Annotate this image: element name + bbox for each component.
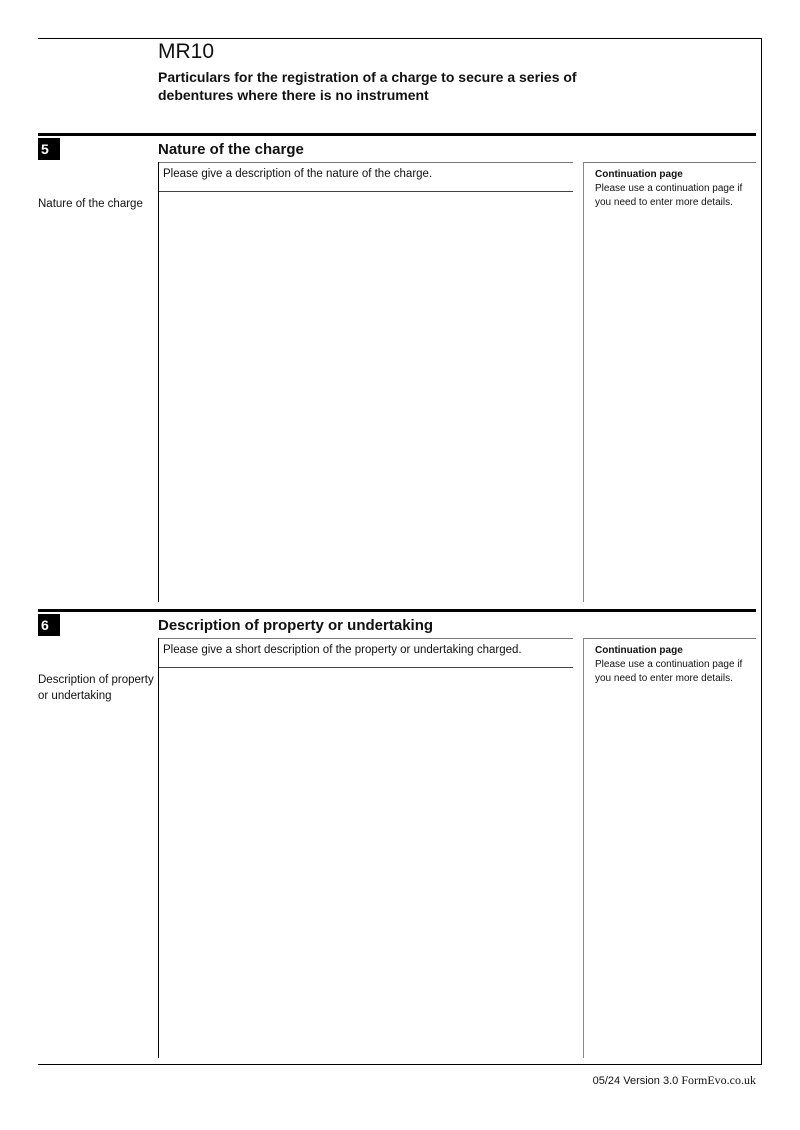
form-code: MR10 xyxy=(158,40,215,63)
section-6-continuation-rule xyxy=(583,638,756,639)
section-6-continuation-text: Please use a continuation page if you need to enter more details. xyxy=(595,659,743,684)
section-5-side-label: Nature of the charge xyxy=(38,198,143,210)
section-6-side-label: Description of property or undertaking xyxy=(38,674,154,702)
section-5-left-rule xyxy=(158,162,159,602)
section-5-prompt-rule-top xyxy=(158,162,573,163)
section-6-left-rule xyxy=(158,638,159,1058)
section-6-continuation-title: Continuation page xyxy=(595,645,683,656)
section-5-top-rule xyxy=(38,133,756,136)
page-bottom-rule xyxy=(38,1064,762,1065)
section-5-guidance-rule xyxy=(583,162,584,602)
section-6-guidance-rule xyxy=(583,638,584,1058)
section-6-title: Description of property or undertaking xyxy=(158,617,434,634)
section-5-title: Nature of the charge xyxy=(158,141,304,158)
page-top-rule xyxy=(38,38,762,39)
form-subtitle: Particulars for the registration of a charge to secure a series of debentures where there is no instrument xyxy=(158,69,577,103)
section-6-prompt-rule-top xyxy=(158,638,573,639)
footer-brand: FormEvo.co.uk xyxy=(681,1073,756,1087)
section-5-continuation-title: Continuation page xyxy=(595,169,683,180)
footer xyxy=(593,1073,756,1088)
section-5-prompt: Please give a description of the nature of the charge. xyxy=(163,168,433,180)
section-6-number: 6 xyxy=(38,614,60,636)
nature-of-charge-input[interactable] xyxy=(160,193,582,601)
footer-version: 05/24 Version 3.0 xyxy=(592,1075,679,1087)
section-5-continuation-text: Please use a continuation page if you need to enter more details. xyxy=(595,183,743,208)
property-description-input[interactable] xyxy=(160,669,582,1057)
section-5-continuation-rule xyxy=(583,162,756,163)
section-5-prompt-rule-bottom xyxy=(158,191,573,192)
section-6-top-rule xyxy=(38,609,756,612)
section-5-number: 5 xyxy=(38,138,60,160)
section-6-prompt-rule-bottom xyxy=(158,667,573,668)
section-6-prompt: Please give a short description of the property or undertaking charged. xyxy=(163,644,522,656)
page-right-border xyxy=(761,38,762,1065)
